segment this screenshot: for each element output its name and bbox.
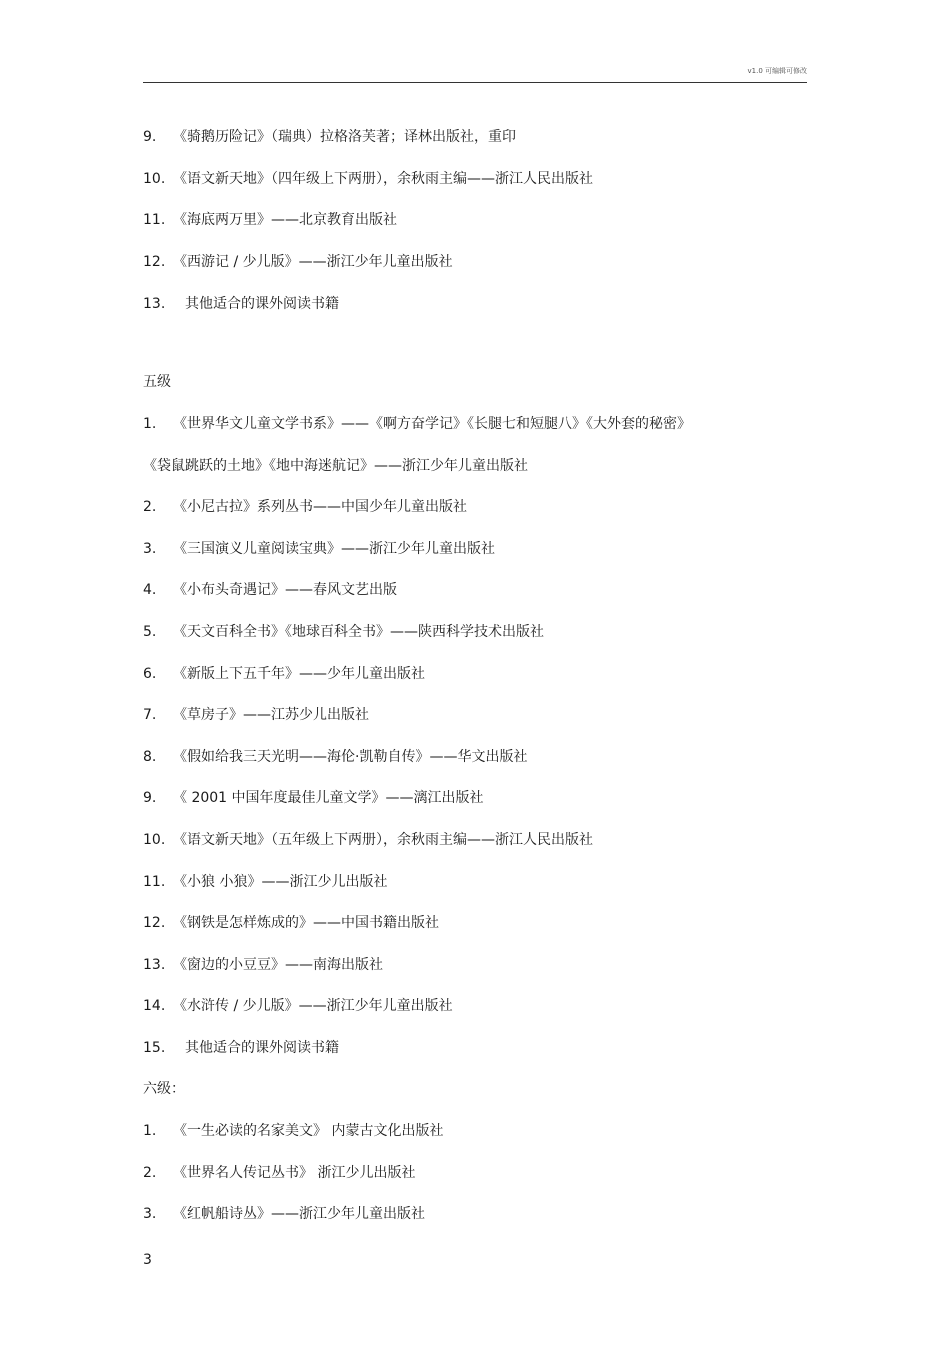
section-heading-grade5: 五级 xyxy=(143,374,171,390)
list-item: 1. 《世界华文儿童文学书系》——《啊方奋学记》《长腿七和短腿八》《大外套的秘密》 xyxy=(143,416,691,432)
list-item: 7. 《草房子》——江苏少儿出版社 xyxy=(143,707,369,723)
header-version-note: v1.0 可编辑可修改 xyxy=(747,67,807,75)
list-item: 3. 《红帆船诗丛》——浙江少年儿童出版社 xyxy=(143,1206,425,1222)
list-item: 5. 《天文百科全书》《地球百科全书》——陕西科学技术出版社 xyxy=(143,624,544,640)
list-item: 11. 《海底两万里》——北京教育出版社 xyxy=(143,212,397,228)
list-item: 11. 《小狼 小狼》——浙江少儿出版社 xyxy=(143,874,388,890)
list-item: 1. 《一生必读的名家美文》 内蒙古文化出版社 xyxy=(143,1123,444,1139)
list-item: 《袋鼠跳跃的土地》《地中海迷航记》——浙江少年儿童出版社 xyxy=(143,458,528,474)
list-item: 2. 《小尼古拉》系列丛书——中国少年儿童出版社 xyxy=(143,499,467,515)
list-item: 8. 《假如给我三天光明——海伦·凯勒自传》——华文出版社 xyxy=(143,749,528,765)
page-number: 3 xyxy=(143,1252,152,1268)
section-heading-grade6: 六级： xyxy=(143,1081,185,1097)
list-item: 10. 《语文新天地》（五年级上下两册），余秋雨主编——浙江人民出版社 xyxy=(143,832,593,848)
list-item: 12. 《钢铁是怎样炼成的》——中国书籍出版社 xyxy=(143,915,439,931)
list-item: 15. 其他适合的课外阅读书籍 xyxy=(143,1040,339,1056)
list-item: 10. 《语文新天地》（四年级上下两册），余秋雨主编——浙江人民出版社 xyxy=(143,171,593,187)
list-item: 13. 《窗边的小豆豆》——南海出版社 xyxy=(143,957,383,973)
list-item: 14. 《水浒传 / 少儿版》——浙江少年儿童出版社 xyxy=(143,998,453,1014)
page-header xyxy=(143,64,807,83)
list-item: 9. 《骑鹅历险记》（瑞典）拉格洛芙著；译林出版社，重印 xyxy=(143,129,516,145)
list-item: 12. 《西游记 / 少儿版》——浙江少年儿童出版社 xyxy=(143,254,453,270)
list-item: 6. 《新版上下五千年》——少年儿童出版社 xyxy=(143,666,425,682)
list-item: 3. 《三国演义儿童阅读宝典》——浙江少年儿童出版社 xyxy=(143,541,495,557)
list-item: 9. 《 2001 中国年度最佳儿童文学》——漓江出版社 xyxy=(143,790,484,806)
list-item: 2. 《世界名人传记丛书》 浙江少儿出版社 xyxy=(143,1165,416,1181)
list-item: 13. 其他适合的课外阅读书籍 xyxy=(143,296,339,312)
list-item: 4. 《小布头奇遇记》——春风文艺出版 xyxy=(143,582,397,598)
